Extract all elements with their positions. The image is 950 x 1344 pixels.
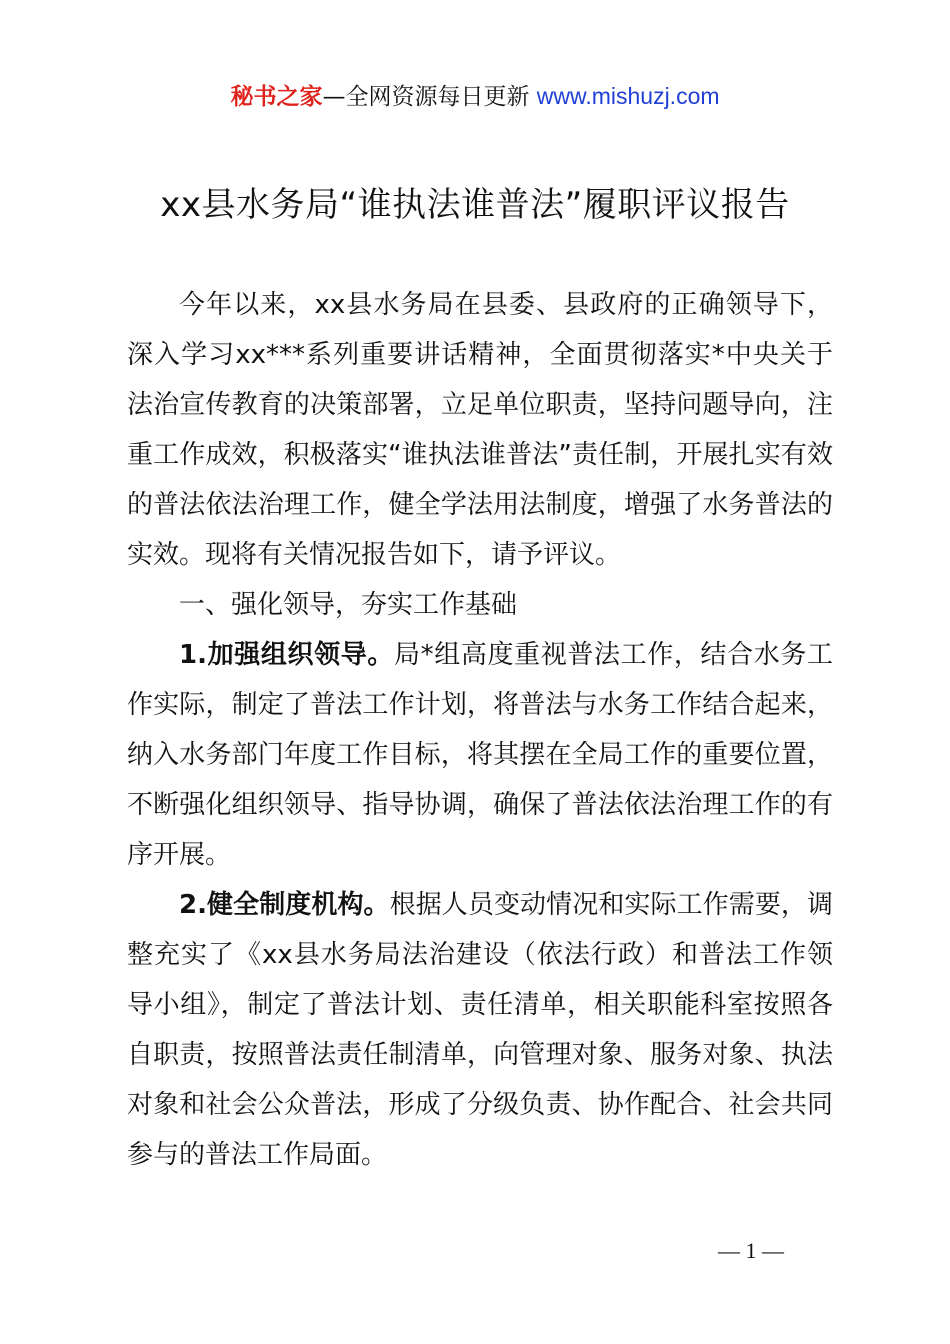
item-paragraph-2 — [127, 880, 833, 1180]
site-header — [0, 80, 950, 113]
site-tagline: —全网资源每日更新 — [322, 84, 537, 110]
site-url-link[interactable]: www.mishuzj.com — [536, 83, 720, 109]
document-title: xx县水务局“谁执法谁普法”履职评议报告 — [160, 185, 790, 225]
item-title-2: 2.健全制度机构。 — [179, 890, 390, 920]
item-text-1: 局*组高度重视普法工作，结合水务工作实际，制定了普法工作计划，将普法与水务工作结合起来，纳入水务部门年度工作目标，将其摆在全局工作的重要位置，不断强化组织领导、指导协调，确保了普法依法治理工作的有序开展。 — [127, 640, 833, 870]
page-number: — 1 — — [718, 1238, 784, 1263]
item-title-1: 1.加强组织领导。 — [179, 640, 394, 670]
site-brand: 秘书之家 — [230, 84, 323, 110]
item-text-2: 根据人员变动情况和实际工作需要，调整充实了《xx县水务局法治建设（依法行政）和普法工作领导小组》，制定了普法计划、责任清单，相关职能科室按照各自职责，按照普法责任制清单，向管理对象、服务对象、执法对象和社会公众普法，形成了分级负责、协作配合、社会共同参与的普法工作局面。 — [127, 890, 833, 1170]
item-paragraph-1 — [127, 630, 833, 880]
section-heading: 一、强化领导，夯实工作基础 — [179, 590, 518, 620]
document-body — [127, 280, 833, 1180]
intro-paragraph: 今年以来，xx县水务局在县委、县政府的正确领导下，深入学习xx***系列重要讲话精神，全面贯彻落实*中央关于法治宣传教育的决策部署，立足单位职责，坚持问题导向，注重工作成效，积极落实“谁执法谁普法”责任制，开展扎实有效的普法依法治理工作，健全学法用法制度，增强了水务普法的实效。现将有关情况报告如下，请予评议。 — [127, 290, 833, 570]
